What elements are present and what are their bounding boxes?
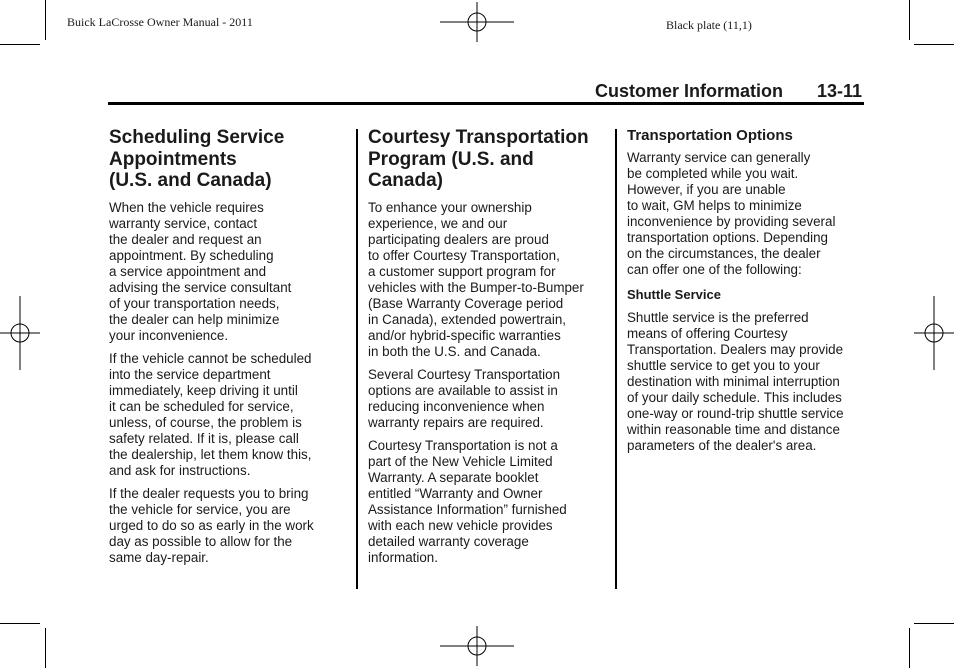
paragraph: Courtesy Transportation is not a part of the New Vehicle Limited Warranty. A separate booklet entitled “Warranty and Owner Assistance Information” furnished with each new vehicle provides detailed warranty coverage information. (368, 437, 567, 565)
registration-mark-right (914, 296, 954, 370)
column-divider (356, 129, 358, 589)
paragraph: Warranty service can generally be completed while you wait. However, if you are unable to wait, GM helps to minimize inconvenience by providing several transportation options. Depending on the circumstances, the dealer can offer one of the following: (627, 150, 836, 277)
section-title: Customer Information (595, 81, 784, 101)
paragraph: If the dealer requests you to bring the vehicle for service, you are urged to do so as early in the work day as possible to allow for the same day-repair. (109, 485, 314, 565)
header-rule (108, 102, 864, 105)
paragraph: Shuttle service is the preferred means of offering Courtesy Transportation. Dealers may provide shuttle service to get you to your destination with minimal interruption of your daily schedule. This includes one-way or round-trip shuttle service within reasonable time and distance parameters of the dealer's area. (627, 310, 844, 453)
plate-label: Black plate (11,1) (666, 18, 752, 32)
column-divider (615, 129, 617, 589)
column-courtesy (368, 127, 608, 573)
heading-transportation-options: Transportation Options (627, 127, 793, 144)
heading-shuttle-service: Shuttle Service (627, 287, 721, 302)
registration-mark-top (440, 2, 514, 42)
paragraph: If the vehicle cannot be scheduled into the service department immediately, keep driving it until it can be scheduled for service, unless, of course, the problem is safety related. If it is, please call the dealership, let them know this, and ask for instructions. (109, 350, 312, 478)
registration-mark-left (0, 296, 40, 370)
crop-mark (914, 44, 954, 45)
crop-mark (909, 628, 910, 668)
column-transportation-options (627, 127, 867, 461)
crop-mark (0, 623, 40, 624)
page-number: 13-11 (817, 81, 863, 101)
column-scheduling (109, 127, 345, 573)
crop-mark (914, 623, 954, 624)
heading-courtesy-transportation: Courtesy Transportation Program (U.S. and Canada) (368, 127, 589, 191)
crop-mark (0, 44, 40, 45)
crop-mark (909, 0, 910, 40)
manual-title: Buick LaCrosse Owner Manual - 2011 (67, 15, 253, 29)
crop-mark (45, 0, 46, 40)
paragraph: To enhance your ownership experience, we and our participating dealers are proud to offer Courtesy Transportation, a customer support program for vehicles with the Bumper-to-Bumper (Base Warranty Coverage period in Canada), extended powertrain, and/or hybrid-specific warranties in both the U.S. and Canada. (368, 199, 584, 359)
crop-mark (45, 628, 46, 668)
paragraph: When the vehicle requires warranty service, contact the dealer and request an appointment. By scheduling a service appointment and advising the service consultant of your transportation needs, the dealer can help minimize your inconvenience. (109, 199, 292, 343)
registration-mark-bottom (440, 626, 514, 666)
paragraph: Several Courtesy Transportation options are available to assist in reducing inconvenience when warranty repairs are required. (368, 366, 561, 430)
heading-scheduling-service: Scheduling Service Appointments (U.S. and Canada) (109, 127, 285, 191)
